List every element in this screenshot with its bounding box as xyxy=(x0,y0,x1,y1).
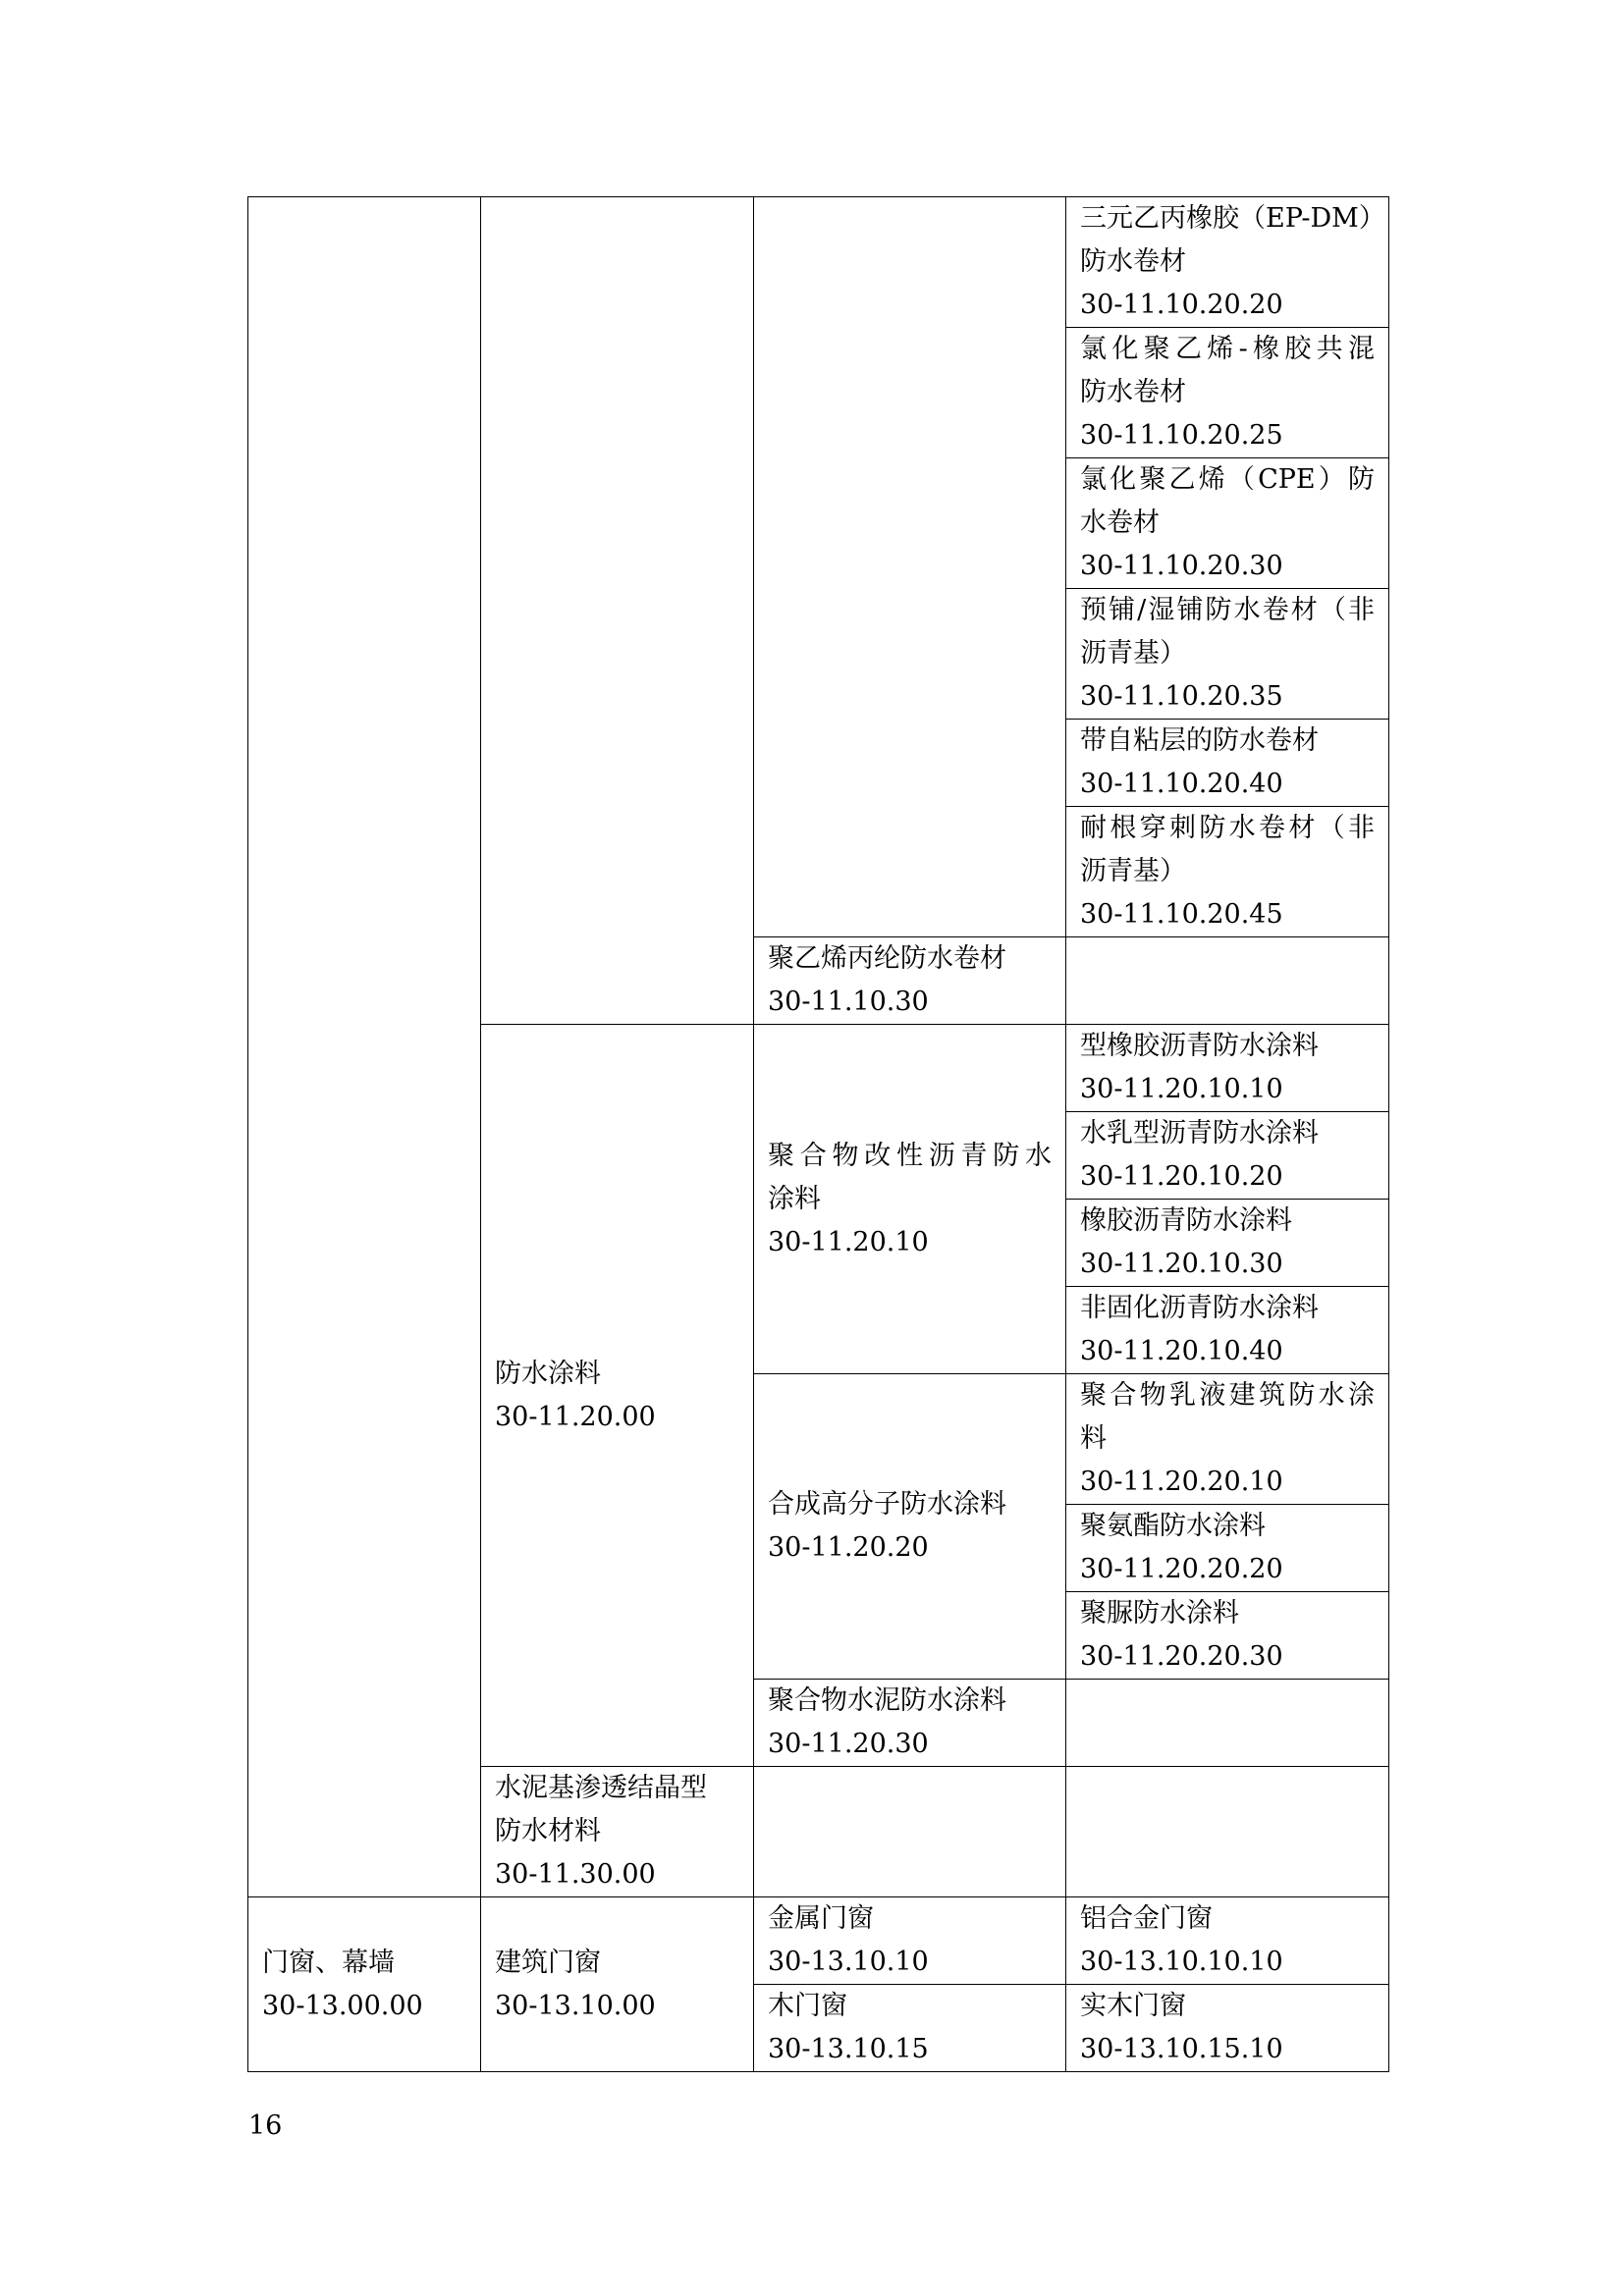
item-cell: 聚脲防水涂料 30-11.20.20.30 xyxy=(1066,1592,1389,1680)
group-cell: 木门窗 30-13.10.15 xyxy=(754,1985,1066,2072)
item-cell: 耐根穿刺防水卷材（非 沥青基） 30-11.10.20.45 xyxy=(1066,807,1389,937)
item-cell: 带自粘层的防水卷材 30-11.10.20.40 xyxy=(1066,720,1389,807)
item-cell: 橡胶沥青防水涂料 30-11.20.10.30 xyxy=(1066,1200,1389,1287)
subcategory-cell: 防水涂料 30-11.20.00 xyxy=(481,1025,754,1767)
group-cell-continued xyxy=(754,197,1066,937)
page-number: 16 xyxy=(248,2110,283,2141)
item-cell: 聚合物乳液建筑防水涂 料 30-11.20.20.10 xyxy=(1066,1374,1389,1505)
group-cell: 聚乙烯丙纶防水卷材 30-11.10.30 xyxy=(754,937,1066,1025)
item-cell-empty xyxy=(1066,1680,1389,1767)
category-cell: 门窗、幕墙 30-13.00.00 xyxy=(248,1897,481,2072)
item-cell: 水乳型沥青防水涂料 30-11.20.10.20 xyxy=(1066,1112,1389,1200)
item-cell: 非固化沥青防水涂料 30-11.20.10.40 xyxy=(1066,1287,1389,1374)
group-cell-empty xyxy=(754,1767,1066,1897)
classification-table xyxy=(247,196,1389,2072)
item-cell-empty xyxy=(1066,1767,1389,1897)
subcategory-cell-continued xyxy=(481,197,754,1025)
item-cell: 氯化聚乙烯-橡胶共混 防水卷材 30-11.10.20.25 xyxy=(1066,328,1389,458)
group-cell: 聚合物改性沥青防水 涂料 30-11.20.10 xyxy=(754,1025,1066,1374)
item-cell: 聚氨酯防水涂料 30-11.20.20.20 xyxy=(1066,1505,1389,1592)
item-cell: 铝合金门窗 30-13.10.10.10 xyxy=(1066,1897,1389,1985)
subcategory-cell: 水泥基渗透结晶型 防水材料 30-11.30.00 xyxy=(481,1767,754,1897)
category-cell-continued xyxy=(248,197,481,1897)
subcategory-cell: 建筑门窗 30-13.10.00 xyxy=(481,1897,754,2072)
item-cell: 型橡胶沥青防水涂料 30-11.20.10.10 xyxy=(1066,1025,1389,1112)
item-cell: 三元乙丙橡胶（EP-DM） 防水卷材 30-11.10.20.20 xyxy=(1066,197,1389,328)
group-cell: 金属门窗 30-13.10.10 xyxy=(754,1897,1066,1985)
group-cell: 合成高分子防水涂料 30-11.20.20 xyxy=(754,1374,1066,1680)
item-cell: 实木门窗 30-13.10.15.10 xyxy=(1066,1985,1389,2072)
item-cell: 预铺/湿铺防水卷材（非 沥青基） 30-11.10.20.35 xyxy=(1066,589,1389,720)
item-cell-empty xyxy=(1066,937,1389,1025)
group-cell: 聚合物水泥防水涂料 30-11.20.30 xyxy=(754,1680,1066,1767)
item-cell: 氯化聚乙烯（CPE）防 水卷材 30-11.10.20.30 xyxy=(1066,458,1389,589)
